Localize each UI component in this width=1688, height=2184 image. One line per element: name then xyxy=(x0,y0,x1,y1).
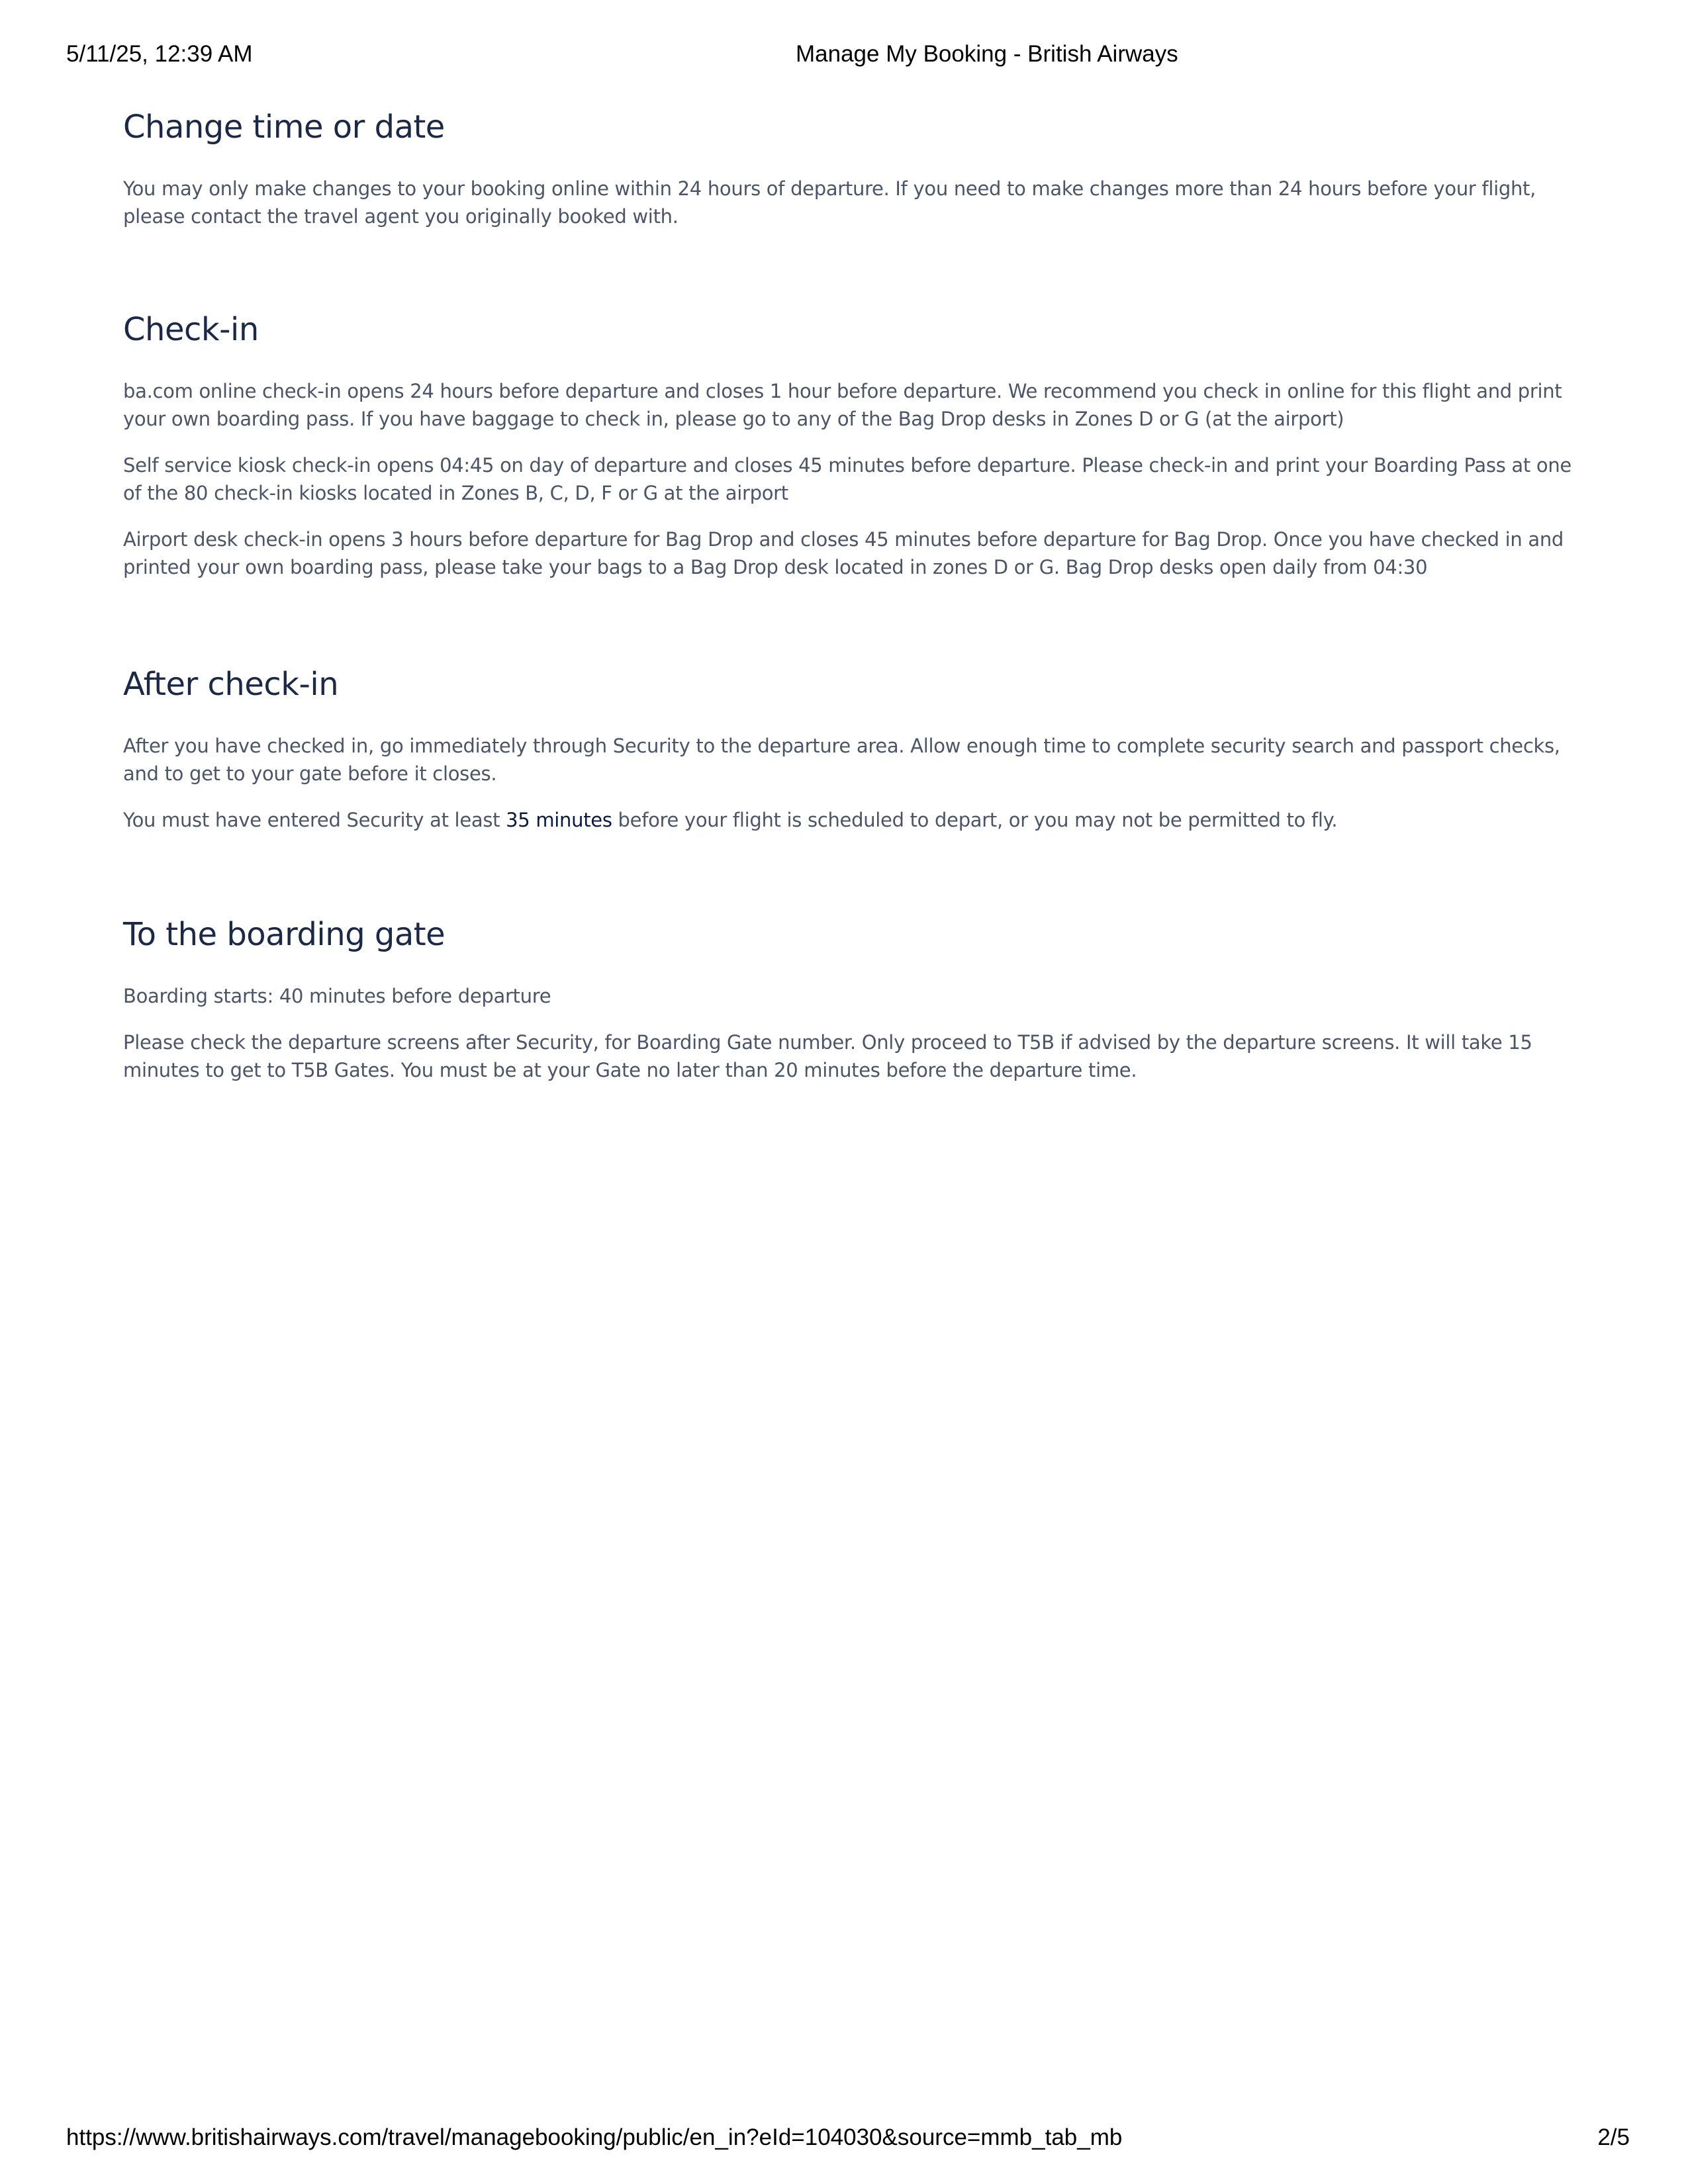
security-deadline-prefix: You must have entered Security at least xyxy=(123,809,506,831)
after-check-in-heading: After check-in xyxy=(123,666,339,703)
boarding-gate-instructions-text: Please check the departure screens after Security, for Boarding Gate number. Only proceed to T5B if advised by the departure screens. It will take 15 minutes to get to T5B Gates. You must be at your Gate no later than 20 minutes before the departure time. xyxy=(123,1031,1532,1081)
after-check-in-section xyxy=(123,663,1579,913)
booking-info-content xyxy=(123,106,1579,1103)
print-footer-page-number: 2/5 xyxy=(1597,2124,1630,2150)
boarding-gate-section xyxy=(123,913,1579,1084)
boarding-gate-heading: To the boarding gate xyxy=(123,916,445,953)
security-deadline-text xyxy=(123,806,1579,834)
print-header-datetime: 5/11/25, 12:39 AM xyxy=(66,41,253,67)
check-in-section xyxy=(123,308,1579,663)
change-time-or-date-heading: Change time or date xyxy=(123,109,445,146)
boarding-starts-text: Boarding starts: 40 minutes before departure xyxy=(123,985,551,1007)
security-deadline-suffix: before your flight is scheduled to depart, or you may not be permitted to fly. xyxy=(612,809,1338,831)
after-check-in-text: After you have checked in, go immediately through Security to the departure area. Allow enough time to complete security search and passport checks, and to get to your gate before it closes. xyxy=(123,735,1560,785)
online-check-in-text: ba.com online check-in opens 24 hours before departure and closes 1 hour before departure. We recommend you check in online for this flight and print your own boarding pass. If you have baggage to check in, please go to any of the Bag Drop desks in Zones D or G (at the airport) xyxy=(123,380,1562,430)
print-footer-url: https://www.britishairways.com/travel/managebooking/public/en_in?eId=104030&source=mmb_tab_mb xyxy=(66,2124,1123,2150)
check-in-heading: Check-in xyxy=(123,311,259,348)
airport-desk-check-in-text: Airport desk check-in opens 3 hours before departure for Bag Drop and closes 45 minutes before departure for Bag Drop. Once you have checked in and printed your own boarding pass, please take your bags to a Bag Drop desk located in zones D or G. Bag Drop desks open daily from 04:30 xyxy=(123,528,1564,578)
change-time-or-date-text: You may only make changes to your booking online within 24 hours of departure. If you need to make changes more than 24 hours before your flight, please contact the travel agent you originally booked with. xyxy=(123,177,1536,228)
change-time-or-date-section xyxy=(123,106,1579,308)
kiosk-check-in-text: Self service kiosk check-in opens 04:45 on day of departure and closes 45 minutes before departure. Please check-in and print your Boarding Pass at one of the 80 check-in kiosks located in Zones B, C, D, F or G at the airport xyxy=(123,454,1571,504)
print-header-title: Manage My Booking - British Airways xyxy=(796,41,1178,67)
security-deadline-minutes: 35 minutes xyxy=(506,809,612,831)
